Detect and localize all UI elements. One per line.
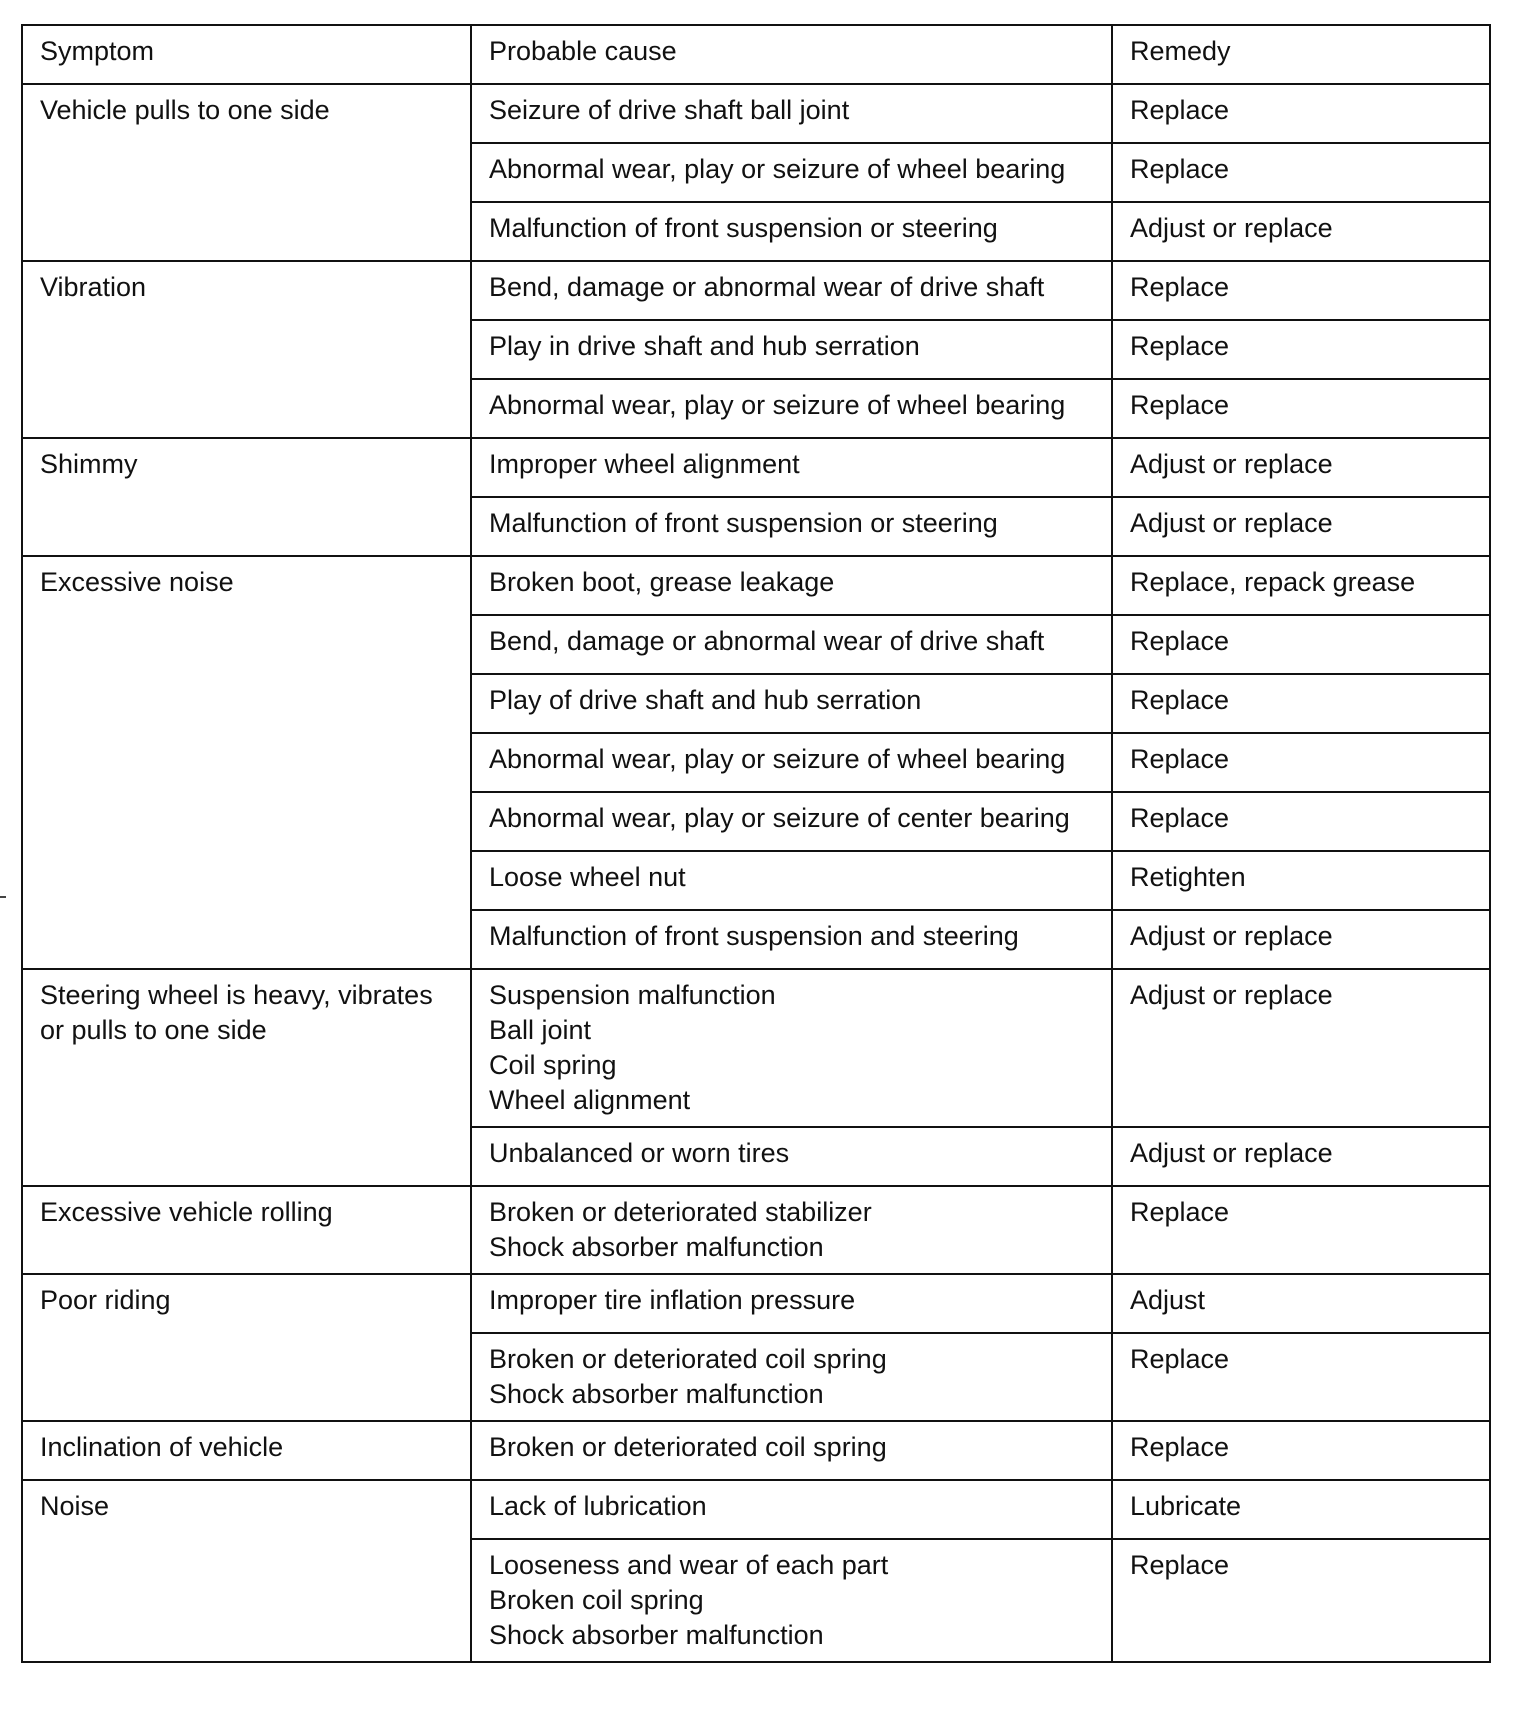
probable-cause-cell bbox=[471, 497, 1112, 556]
remedy-cell: Replace bbox=[1112, 320, 1490, 379]
probable-cause-cell bbox=[471, 1480, 1112, 1539]
cause-text: Broken or deteriorated stabilizer bbox=[489, 1197, 872, 1227]
table-row bbox=[22, 1480, 1490, 1539]
symptom-text: or pulls to one side bbox=[40, 1015, 267, 1045]
probable-cause-cell bbox=[471, 261, 1112, 320]
cause-text: Broken or deteriorated coil spring bbox=[489, 1344, 887, 1374]
cause-text: Abnormal wear, play or seizure of wheel bearing bbox=[489, 154, 1066, 184]
probable-cause-cell bbox=[471, 202, 1112, 261]
table-row bbox=[22, 438, 1490, 497]
remedy-cell: Replace bbox=[1112, 1333, 1490, 1421]
table-row bbox=[22, 556, 1490, 615]
edge-tick-mark bbox=[0, 896, 6, 898]
cause-text: Abnormal wear, play or seizure of wheel bearing bbox=[489, 744, 1066, 774]
cause-text: Broken or deteriorated coil spring bbox=[489, 1432, 887, 1462]
cause-text: Abnormal wear, play or seizure of wheel bearing bbox=[489, 390, 1066, 420]
probable-cause-cell bbox=[471, 615, 1112, 674]
symptom-cell bbox=[22, 969, 471, 1186]
probable-cause-cell bbox=[471, 1333, 1112, 1421]
symptom-column-header: Symptom bbox=[22, 25, 471, 84]
cause-text: Looseness and wear of each part bbox=[489, 1550, 889, 1580]
probable-cause-cell bbox=[471, 1539, 1112, 1662]
symptom-cell bbox=[22, 1421, 471, 1480]
probable-cause-cell bbox=[471, 792, 1112, 851]
cause-text: Bend, damage or abnormal wear of drive shaft bbox=[489, 272, 1045, 302]
cause-text: Shock absorber malfunction bbox=[489, 1620, 824, 1650]
cause-text: Unbalanced or worn tires bbox=[489, 1138, 790, 1168]
cause-text: Abnormal wear, play or seizure of center bearing bbox=[489, 803, 1070, 833]
symptom-cell bbox=[22, 556, 471, 969]
symptom-text: Excessive noise bbox=[40, 567, 234, 597]
cause-text: Seizure of drive shaft ball joint bbox=[489, 95, 850, 125]
cause-text: Lack of lubrication bbox=[489, 1491, 707, 1521]
probable-cause-cell bbox=[471, 1127, 1112, 1186]
symptom-text: Steering wheel is heavy, vibrates bbox=[40, 980, 433, 1010]
probable-cause-cell bbox=[471, 674, 1112, 733]
probable-cause-cell bbox=[471, 320, 1112, 379]
remedy-cell: Replace bbox=[1112, 792, 1490, 851]
remedy-cell: Replace bbox=[1112, 1186, 1490, 1274]
symptom-text: Shimmy bbox=[40, 449, 138, 479]
table-body bbox=[22, 84, 1490, 1662]
table-row bbox=[22, 1421, 1490, 1480]
remedy-cell: Retighten bbox=[1112, 851, 1490, 910]
cause-text: Play in drive shaft and hub serration bbox=[489, 331, 920, 361]
cause-text: Wheel alignment bbox=[489, 1085, 691, 1115]
symptom-text: Vibration bbox=[40, 272, 147, 302]
probable-cause-cell bbox=[471, 910, 1112, 969]
troubleshooting-sheet bbox=[21, 24, 1489, 1663]
cause-text: Suspension malfunction bbox=[489, 980, 776, 1010]
remedy-cell: Replace, repack grease bbox=[1112, 556, 1490, 615]
cause-text: Play of drive shaft and hub serration bbox=[489, 685, 922, 715]
symptom-cell bbox=[22, 438, 471, 556]
remedy-cell: Replace bbox=[1112, 1421, 1490, 1480]
table-row bbox=[22, 969, 1490, 1127]
table-row bbox=[22, 84, 1490, 143]
cause-text: Bend, damage or abnormal wear of drive shaft bbox=[489, 626, 1045, 656]
remedy-cell: Adjust bbox=[1112, 1274, 1490, 1333]
cause-text: Improper wheel alignment bbox=[489, 449, 800, 479]
probable-cause-cell bbox=[471, 143, 1112, 202]
remedy-cell: Adjust or replace bbox=[1112, 497, 1490, 556]
remedy-column-header: Remedy bbox=[1112, 25, 1490, 84]
probable-cause-cell bbox=[471, 733, 1112, 792]
remedy-cell: Replace bbox=[1112, 674, 1490, 733]
symptom-text: Noise bbox=[40, 1491, 110, 1521]
probable-cause-cell bbox=[471, 1421, 1112, 1480]
remedy-cell: Lubricate bbox=[1112, 1480, 1490, 1539]
cause-text: Malfunction of front suspension or steering bbox=[489, 213, 998, 243]
cause-text: Broken coil spring bbox=[489, 1585, 704, 1615]
symptom-text: Excessive vehicle rolling bbox=[40, 1197, 333, 1227]
symptom-cell bbox=[22, 1480, 471, 1662]
header-row bbox=[22, 25, 1490, 84]
remedy-cell: Replace bbox=[1112, 143, 1490, 202]
probable-cause-cell bbox=[471, 438, 1112, 497]
table-row bbox=[22, 261, 1490, 320]
cause-text: Malfunction of front suspension or steering bbox=[489, 508, 998, 538]
troubleshooting-table bbox=[21, 24, 1491, 1663]
remedy-cell: Adjust or replace bbox=[1112, 202, 1490, 261]
symptom-text: Vehicle pulls to one side bbox=[40, 95, 330, 125]
probable-cause-cell bbox=[471, 84, 1112, 143]
remedy-cell: Replace bbox=[1112, 379, 1490, 438]
cause-text: Malfunction of front suspension and steering bbox=[489, 921, 1019, 951]
cause-text: Shock absorber malfunction bbox=[489, 1379, 824, 1409]
probable-cause-cell bbox=[471, 851, 1112, 910]
symptom-text: Poor riding bbox=[40, 1285, 171, 1315]
cause-text: Shock absorber malfunction bbox=[489, 1232, 824, 1262]
symptom-text: Inclination of vehicle bbox=[40, 1432, 284, 1462]
cause-text: Broken boot, grease leakage bbox=[489, 567, 835, 597]
remedy-cell: Replace bbox=[1112, 84, 1490, 143]
remedy-cell: Replace bbox=[1112, 615, 1490, 674]
remedy-cell: Adjust or replace bbox=[1112, 969, 1490, 1127]
remedy-cell: Replace bbox=[1112, 733, 1490, 792]
remedy-cell: Adjust or replace bbox=[1112, 1127, 1490, 1186]
remedy-cell: Adjust or replace bbox=[1112, 910, 1490, 969]
probable-cause-cell bbox=[471, 379, 1112, 438]
symptom-cell bbox=[22, 84, 471, 261]
remedy-cell: Replace bbox=[1112, 1539, 1490, 1662]
table-row bbox=[22, 1186, 1490, 1274]
remedy-cell: Replace bbox=[1112, 261, 1490, 320]
probable-cause-cell bbox=[471, 1274, 1112, 1333]
cause-text: Ball joint bbox=[489, 1015, 592, 1045]
symptom-cell bbox=[22, 1186, 471, 1274]
probable-cause-cell bbox=[471, 556, 1112, 615]
cause-text: Loose wheel nut bbox=[489, 862, 686, 892]
remedy-cell: Adjust or replace bbox=[1112, 438, 1490, 497]
table-row bbox=[22, 1274, 1490, 1333]
cause-text: Improper tire inflation pressure bbox=[489, 1285, 856, 1315]
cause-text: Coil spring bbox=[489, 1050, 617, 1080]
probable-cause-cell bbox=[471, 969, 1112, 1127]
probable-cause-column-header: Probable cause bbox=[471, 25, 1112, 84]
probable-cause-cell bbox=[471, 1186, 1112, 1274]
symptom-cell bbox=[22, 1274, 471, 1421]
symptom-cell bbox=[22, 261, 471, 438]
